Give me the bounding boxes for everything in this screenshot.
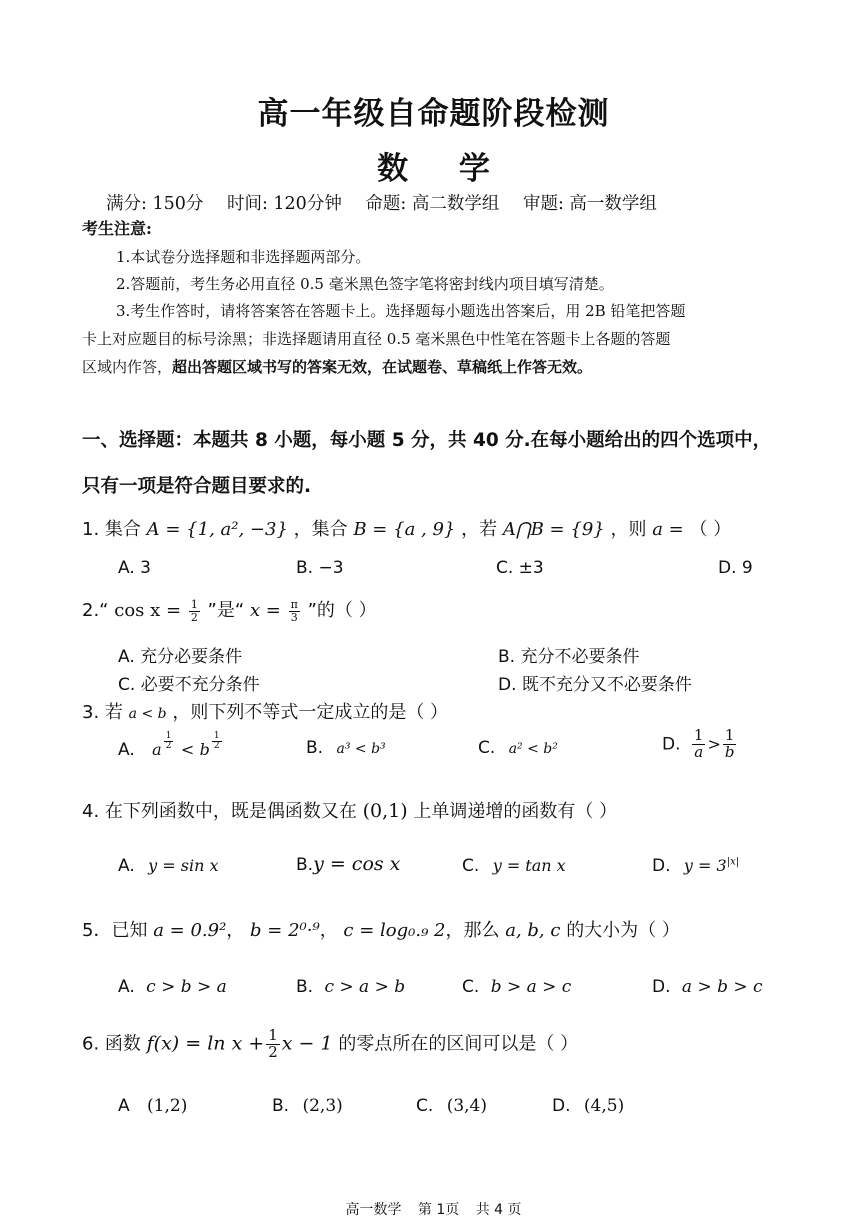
q5-b-expr: c > a > b xyxy=(324,977,406,997)
q3-label-b: B. xyxy=(306,738,324,758)
q2-option-d: D. 既不充分又不必要条件 xyxy=(498,675,692,695)
q2-half-den: 2 xyxy=(190,610,198,624)
q1-option-b: B. −3 xyxy=(296,558,344,578)
q6-label-c: C. xyxy=(416,1096,434,1116)
q5-option-a xyxy=(118,977,227,997)
section-1-heading-line-2: 只有一项是符合题目要求的. xyxy=(82,476,312,497)
notice-item-3-line-1: 3.考生作答时，请将答案答在答题卡上。选择题每小题选出答案后，用 2B 铅笔把答题 xyxy=(116,302,686,320)
q6-text: 6. 函数 xyxy=(82,1033,141,1055)
q6-label-a: A xyxy=(118,1096,130,1116)
question-5: 5．已知 a = 0.9²， b = 2⁰·⁹， c = log₀.₉ 2，那么 a, b, c 的大小为（ ） xyxy=(82,920,680,941)
q3-option-a xyxy=(118,732,224,760)
q6-func-2: x − 1 xyxy=(281,1032,333,1055)
q3-d-num2: 1 xyxy=(724,726,735,744)
question-6 xyxy=(82,1028,578,1061)
q6-text: 的零点所在的区间可以是（ ） xyxy=(338,1033,579,1055)
q3-d-gt: > xyxy=(707,734,721,754)
q6-option-d xyxy=(552,1096,624,1116)
q3-c-expr: a² < b² xyxy=(508,741,558,757)
q6-d-expr: (4,5) xyxy=(583,1096,625,1116)
q4-c-expr: y = tan x xyxy=(492,856,566,875)
q3-a-exp1 xyxy=(164,732,174,752)
q3-a-exp1-den: 2 xyxy=(165,741,172,752)
q3-condition: a < b xyxy=(128,706,167,722)
q6-c-expr: (3,4) xyxy=(446,1096,487,1116)
q3-a-exp2 xyxy=(212,732,222,752)
q3-label-c: C. xyxy=(478,738,496,758)
question-2 xyxy=(82,596,377,623)
q6-label-b: B. xyxy=(272,1096,290,1116)
question-3 xyxy=(82,698,448,724)
page-footer xyxy=(0,1199,867,1219)
q1-option-a: A. 3 xyxy=(118,558,151,578)
notice-warning: 超出答题区域书写的答案无效，在试题卷、草稿纸上作答无效。 xyxy=(172,358,593,376)
question-1 xyxy=(82,515,731,541)
q5-label-a: A. xyxy=(118,977,135,997)
q4-option-b xyxy=(296,853,400,875)
q3-option-d xyxy=(662,728,738,761)
q6-den: 2 xyxy=(268,1042,278,1061)
q6-func-1: f(x) = ln x + xyxy=(146,1032,265,1055)
q1-paren: （ ） xyxy=(689,519,732,540)
q3-a-exp2-num: 1 xyxy=(213,731,220,741)
q6-option-a xyxy=(118,1096,187,1116)
q2-text: ”是“ xyxy=(207,600,245,621)
q3-d-num1: 1 xyxy=(693,726,704,744)
q4-label-b: B. xyxy=(296,855,314,875)
full-score: 满分: 150分 xyxy=(106,194,204,214)
reviewer: 审题: 高一数学组 xyxy=(522,194,657,214)
q5-label-b: B. xyxy=(296,977,314,997)
q3-text: 3. 若 xyxy=(82,702,123,723)
q5-option-d xyxy=(652,977,763,997)
q3-option-c xyxy=(478,738,558,758)
q4-label-c: C. xyxy=(462,856,480,876)
q5-text: ，那么 xyxy=(445,920,500,941)
q6-a-expr: (1,2) xyxy=(147,1096,188,1116)
q6-label-d: D. xyxy=(552,1096,571,1116)
q3-a-exp1-num: 1 xyxy=(165,731,172,741)
q5-c-def: c = log₀.₉ 2 xyxy=(343,920,446,941)
notice-item-3-line-3 xyxy=(82,356,592,377)
q3-b-expr: a³ < b³ xyxy=(336,741,386,757)
footer-page: 第 1页 xyxy=(417,1202,460,1218)
q2-text: 2.“ xyxy=(82,600,109,621)
footer-total: 共 4 页 xyxy=(475,1202,522,1218)
q5-option-b xyxy=(296,977,405,997)
q5-c-expr: b > a > c xyxy=(490,977,572,997)
q4-option-a xyxy=(118,856,219,876)
q4-label-a: A. xyxy=(118,856,135,876)
q4-d-expr: y = 3 xyxy=(683,856,727,875)
question-4 xyxy=(82,797,617,823)
q5-a-expr: c > b > a xyxy=(146,977,227,997)
q4-option-c xyxy=(462,856,566,876)
q3-a-lt: < xyxy=(180,740,195,760)
q4-text: 4. 在下列函数中，既是偶函数又在 xyxy=(82,801,357,822)
notice-item-3-line-2: 卡上对应题目的标号涂黑；非选择题请用直径 0.5 毫米黑色中性笔在答题卡上各题的答题 xyxy=(82,330,671,348)
section-1-heading: 一、选择题：本题共 8 小题，每小题 5 分，共 40 分.在每小题给出的四个选项中， xyxy=(82,430,772,451)
q2-option-c: C. 必要不充分条件 xyxy=(118,675,260,695)
q3-d-den1: a xyxy=(694,742,704,761)
q5-label-d: D. xyxy=(652,977,671,997)
q5-abc: a, b, c xyxy=(505,920,561,941)
q5-a-def: a = 0.9² xyxy=(153,920,227,941)
q1-set-b: B = {a , 9} xyxy=(353,519,456,540)
q4-interval: (0,1) xyxy=(362,800,408,822)
notice-item-2: 2.答题前，考生务必用直径 0.5 毫米黑色签字笔将密封线内项目填写清楚。 xyxy=(116,275,614,293)
q2-cos: cos x = xyxy=(114,600,182,621)
q5-d-expr: a > b > c xyxy=(681,977,763,997)
q1-option-d: D. 9 xyxy=(718,558,753,578)
notice-item-3-line-3a: 区域内作答， xyxy=(82,358,173,376)
q5-label-c: C. xyxy=(462,977,480,997)
q4-text: 上单调递增的函数有（ ） xyxy=(413,801,618,822)
q4-d-exp: |x| xyxy=(726,856,740,868)
q2-option-a: A. 充分必要条件 xyxy=(118,647,243,667)
q2-pi-num: π xyxy=(290,597,298,611)
q1-text: 1. 集合 xyxy=(82,519,141,540)
q1-text: ，集合 xyxy=(293,519,348,540)
q2-option-b: B. 充分不必要条件 xyxy=(498,647,640,667)
q6-num: 1 xyxy=(268,1026,278,1044)
q3-a-base2: b xyxy=(199,740,210,760)
q3-a-exp2-den: 2 xyxy=(213,741,220,752)
q3-option-b xyxy=(306,738,386,758)
q3-label-d: D. xyxy=(662,734,681,755)
q4-option-d xyxy=(652,856,739,876)
q4-label-d: D. xyxy=(652,856,671,876)
q2-fraction-half xyxy=(189,599,200,623)
q3-d-frac2 xyxy=(723,728,737,761)
q2-half-num: 1 xyxy=(190,597,198,611)
q4-a-expr: y = sin x xyxy=(148,856,219,875)
footer-subject: 高一数学 xyxy=(345,1202,402,1218)
q5-option-c xyxy=(462,977,571,997)
q5-text: 的大小为（ ） xyxy=(566,920,680,941)
notice-heading: 考生注意: xyxy=(82,219,152,238)
q3-label-a: A. xyxy=(118,740,135,761)
q2-text: ”的（ ） xyxy=(307,600,377,621)
q1-text: ，若 xyxy=(461,519,498,540)
q2-pi-den: 3 xyxy=(290,610,298,624)
q3-text: ，则下列不等式一定成立的是（ ） xyxy=(172,702,449,723)
exam-title: 高一年级自命题阶段检测 xyxy=(257,96,610,132)
q6-option-b xyxy=(272,1096,343,1116)
q6-b-expr: (2,3) xyxy=(302,1096,343,1116)
q3-a-base: a xyxy=(152,740,162,760)
q3-d-den2: b xyxy=(724,742,735,761)
q2-fraction-pi xyxy=(289,599,300,623)
q1-ask: a = xyxy=(652,519,684,540)
q1-text: ，则 xyxy=(610,519,647,540)
q2-x-eq: x = xyxy=(249,600,281,621)
subject-title: 数 学 xyxy=(377,151,490,187)
setter: 命题: 高二数学组 xyxy=(365,194,500,214)
q5-text: 5．已知 xyxy=(82,920,148,941)
q6-fraction xyxy=(266,1028,280,1061)
q4-b-expr: y = cos x xyxy=(313,853,401,875)
q6-option-c xyxy=(416,1096,487,1116)
q1-condition: A⋂B = {9} xyxy=(502,519,605,540)
exam-meta xyxy=(106,190,675,215)
notice-item-1: 1.本试卷分选择题和非选择题两部分。 xyxy=(116,248,371,266)
time-limit: 时间: 120分钟 xyxy=(226,194,342,214)
q1-set-a: A = {1, a², −3} xyxy=(146,519,288,540)
q1-option-c: C. ±3 xyxy=(496,558,544,578)
q3-d-frac1 xyxy=(692,728,706,761)
q5-b-def: b = 2⁰·⁹ xyxy=(250,920,320,941)
